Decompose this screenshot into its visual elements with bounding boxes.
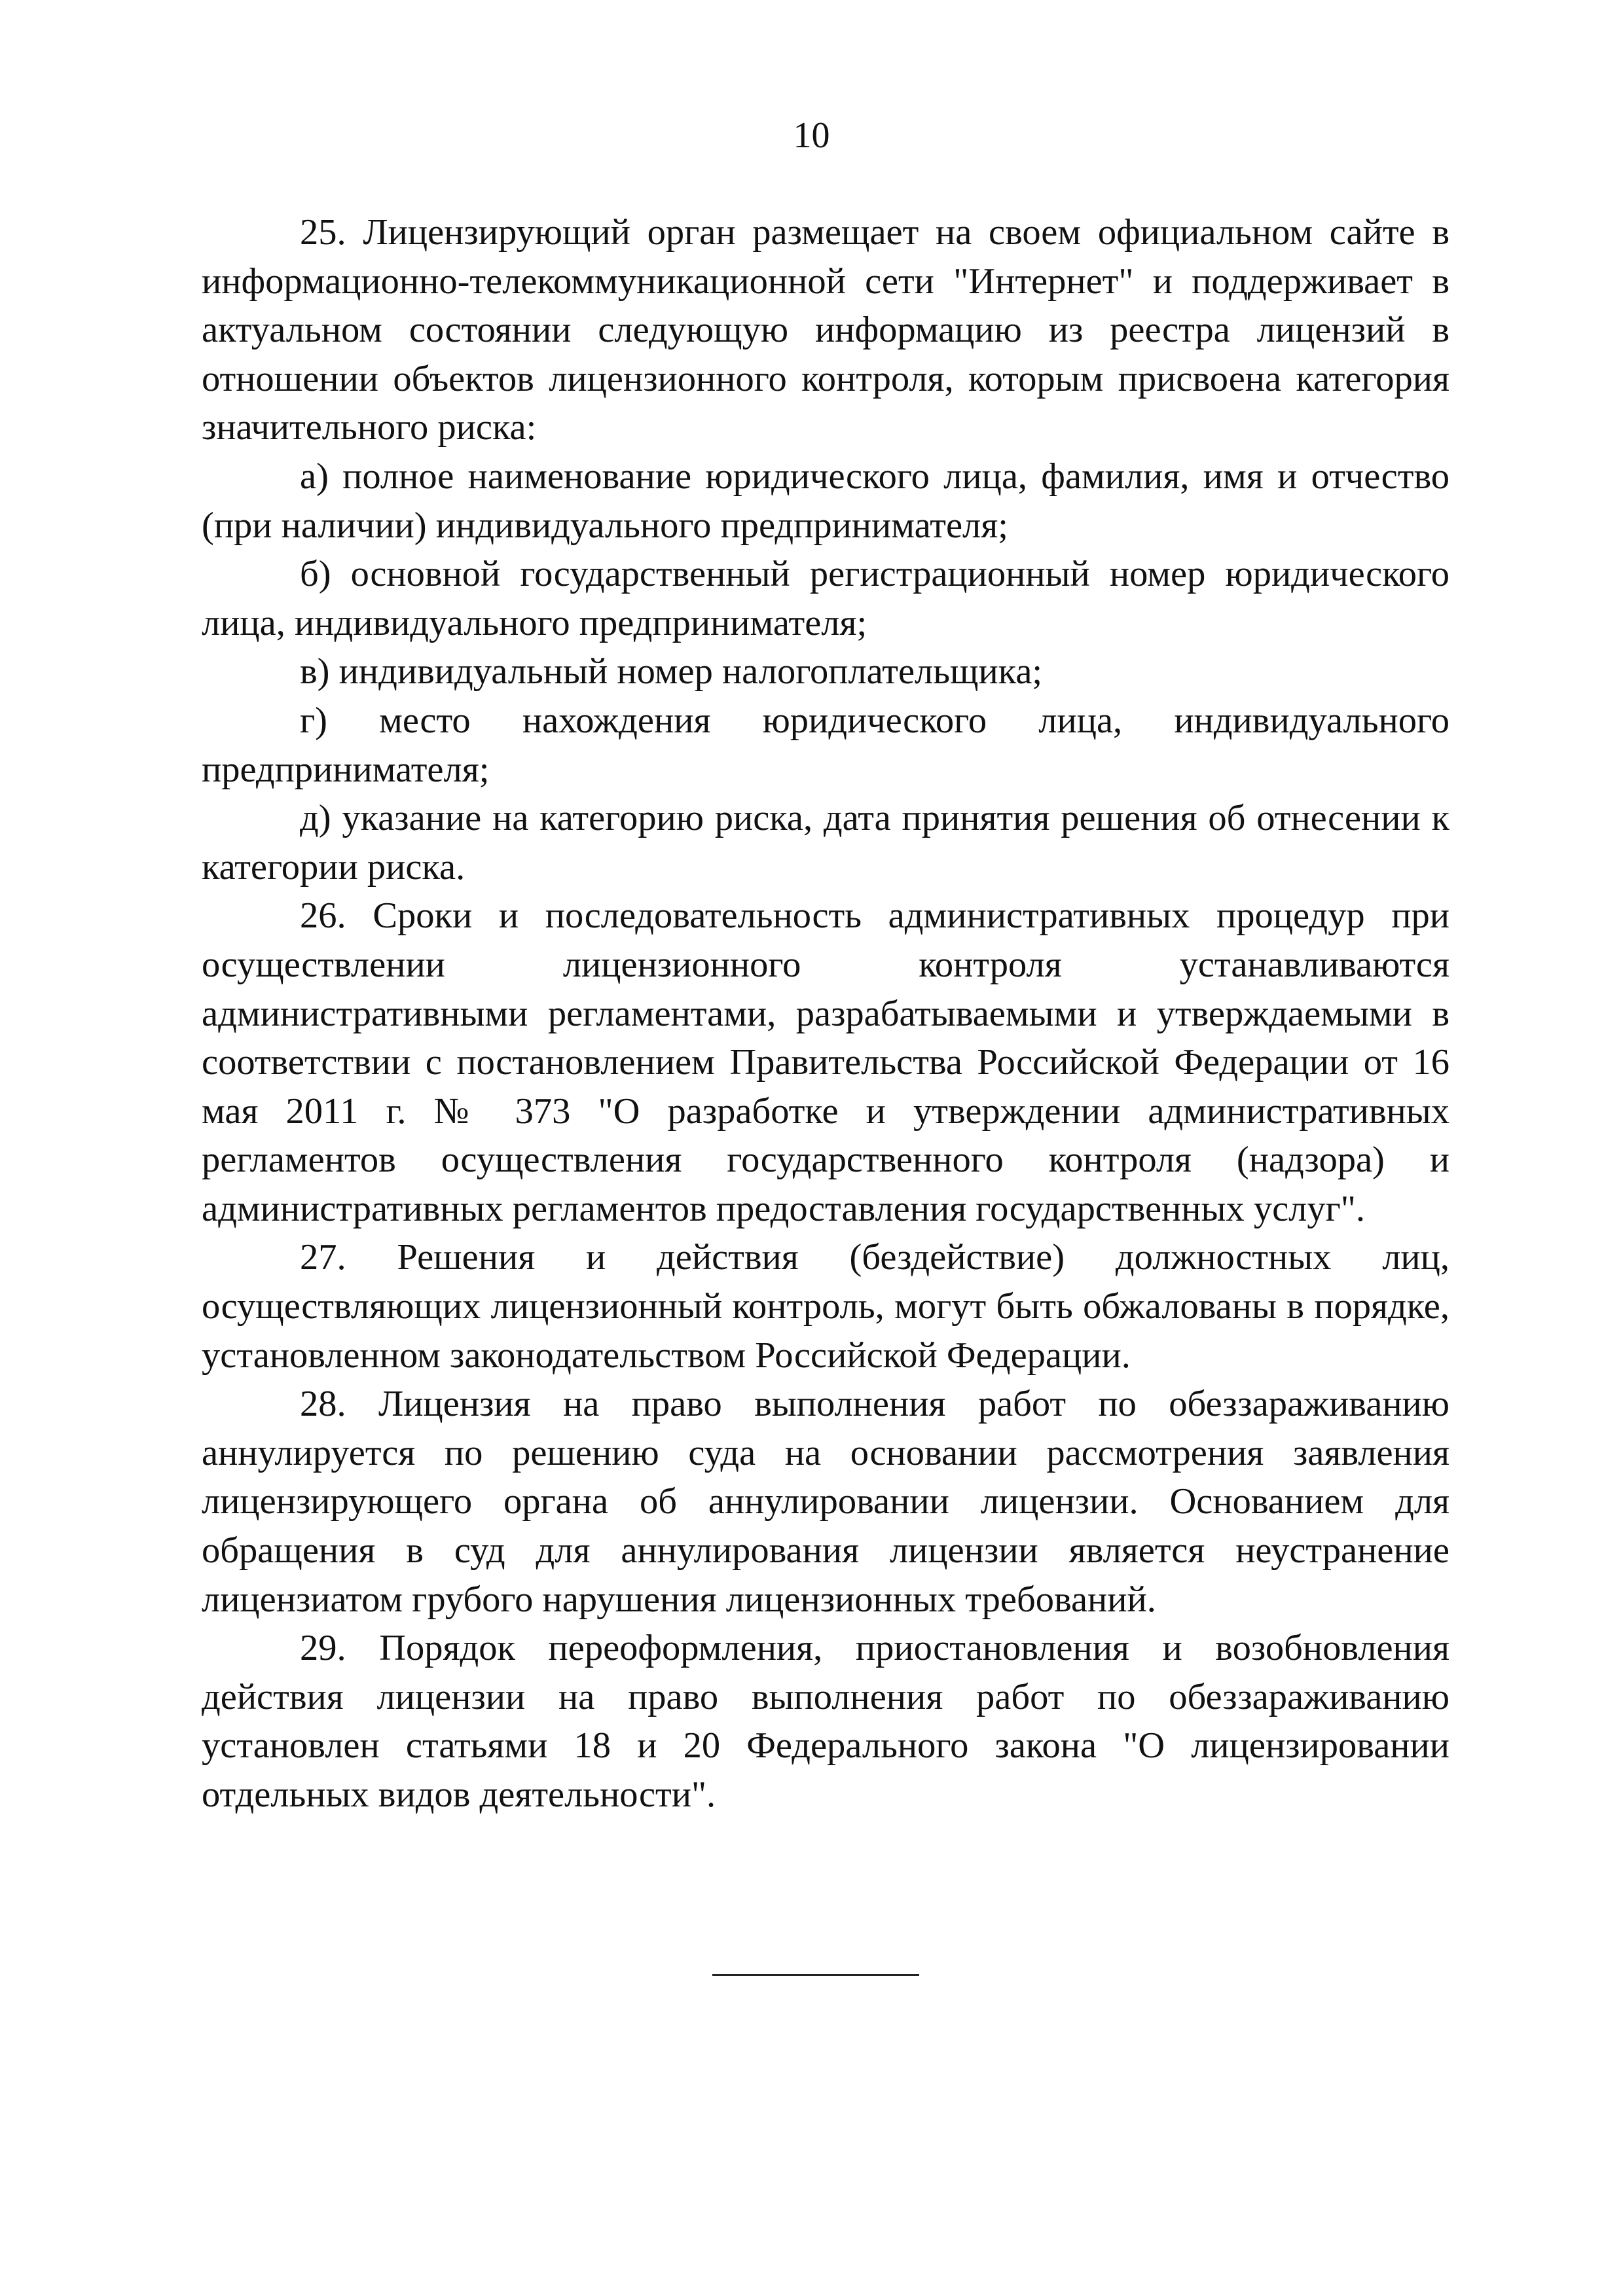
list-item-g: г) место нахождения юридического лица, индивидуального предпринимателя; <box>202 700 1450 790</box>
paragraph-27: 27. Решения и действия (бездействие) должностных лиц, осуществляющих лицензионный контроль, могут быть обжалованы в порядке, установленном законодательством Российской Федерации. <box>202 1237 1450 1376</box>
end-of-document-rule <box>712 1974 919 1976</box>
paragraph-26: 26. Сроки и последовательность административных процедур при осуществлении лицензионного контроля устанавливаются административными регламентами, разрабатываемыми и утверждаемыми в соответствии с постановлением Правительства Российской Федерации от 16 мая 2011 г. № 373 "О разработке и утверждении административных регламентов осуществления государственного контроля (надзора) и административных регламентов предоставления государственных услуг". <box>202 895 1450 1229</box>
paragraph-29: 29. Порядок переоформления, приостановления и возобновления действия лицензии на право выполнения работ по обеззараживанию установлен статьями 18 и 20 Федерального закона "О лицензировании отдельных видов деятельности". <box>202 1628 1450 1815</box>
page-number: 10 <box>793 115 830 156</box>
paragraph-28: 28. Лицензия на право выполнения работ по обеззараживанию аннулируется по решению суда на основании рассмотрения заявления лицензирующего органа об аннулировании лицензии. Основанием для обращения в суд для аннулирования лицензии является неустранение лицензиатом грубого нарушения лицензионных требований. <box>202 1384 1450 1620</box>
list-item-a: а) полное наименование юридического лица, фамилия, имя и отчество (при наличии) индивидуального предпринимателя; <box>202 456 1450 546</box>
paragraph-25: 25. Лицензирующий орган размещает на своем официальном сайте в информационно-телекоммуникационной сети "Интернет" и поддерживает в актуальном состоянии следующую информацию из реестра лицензий в отношении объектов лицензионного контроля, которым присвоена категория значительного риска: <box>202 212 1450 448</box>
list-item-v: в) индивидуальный номер налогоплательщика; <box>300 651 1043 692</box>
list-item-d: д) указание на категорию риска, дата принятия решения об отнесении к категории риска. <box>202 798 1450 888</box>
document-body <box>202 208 1450 1820</box>
list-item-b: б) основной государственный регистрационный номер юридического лица, индивидуального предпринимателя; <box>202 554 1450 643</box>
